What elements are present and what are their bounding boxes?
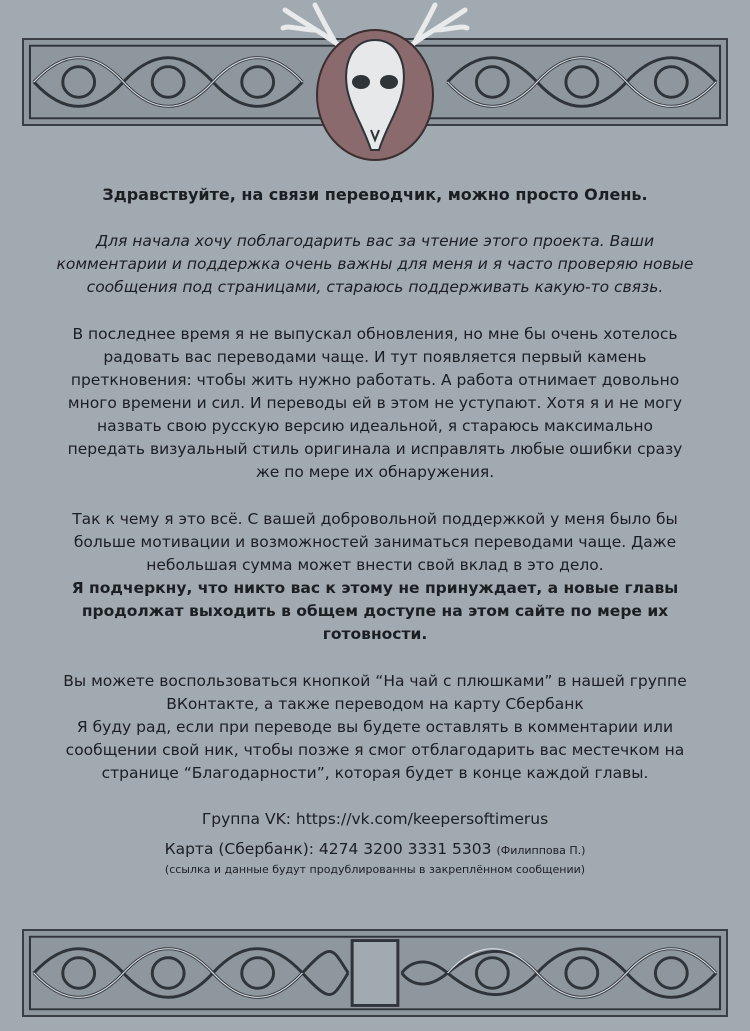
paragraph-line: ВКонтакте, а также переводом на карту Сбербанк <box>166 695 584 713</box>
support-paragraph <box>25 508 725 577</box>
intro-line: комментарии и поддержка очень важны для меня и я часто проверяю новые <box>56 255 694 273</box>
donation-paragraph <box>25 670 725 785</box>
paragraph-line: же по мере их обнаружения. <box>255 463 495 481</box>
card-note: (ссылка и данные будут продублированны в закреплённом сообщении) <box>164 863 586 876</box>
deer-skull-emblem-icon <box>275 0 475 165</box>
card-holder: (Филиппова П.) <box>496 844 586 857</box>
card-number: Карта (Сбербанк): 4274 3200 3331 5303 <box>164 840 492 858</box>
paragraph-line: Так к чему я это всё. С вашей добровольной поддержкой у меня было бы <box>72 510 678 528</box>
greeting-text: Здравствуйте, на связи переводчик, можно просто Олень. <box>102 185 648 204</box>
paragraph-line: радовать вас переводами чаще. И тут появляется первый камень <box>103 348 647 366</box>
message-content <box>25 184 725 877</box>
paragraph-line: Я буду рад, если при переводе вы будете оставлять в комментарии или <box>76 718 674 736</box>
no-obligation-note <box>25 577 725 646</box>
bold-line: продолжат выходить в общем доступе на этом сайте по мере их <box>81 602 669 620</box>
paragraph-line: назвать свою русскую версию идеальной, я стараюсь максимально <box>96 417 654 435</box>
celtic-knot-border-bottom <box>22 929 728 1017</box>
paragraph-line: много времени и сил. И переводы ей в этом не уступают. Хотя я и не могу <box>67 394 683 412</box>
bold-line: Я подчеркну, что никто вас к этому не принуждает, а новые главы <box>71 579 679 597</box>
paragraph-line: больше мотивации и возможностей заниматься переводами чаще. Даже <box>73 533 677 551</box>
paragraph-line: Вы можете воспользоваться кнопкой “На чай с плюшками” в нашей группе <box>63 672 687 690</box>
paragraph-line: небольшая сумма может внести свой вклад в это дело. <box>146 556 604 574</box>
intro-line: Для начала хочу поблагодарить вас за чтение этого проекта. Ваши <box>95 232 655 250</box>
paragraph-line: В последнее время я не выпускал обновления, но мне бы очень хотелось <box>72 325 678 343</box>
intro-paragraph <box>25 230 725 299</box>
vk-group-link[interactable]: Группа VK: https://vk.com/keepersoftimerus <box>201 810 549 828</box>
intro-line: сообщения под страницами, стараюсь поддерживать какую-то связь. <box>86 278 664 296</box>
paragraph-line: странице “Благодарности”, которая будет в конце каждой главы. <box>101 764 649 782</box>
bold-line: готовности. <box>322 625 428 643</box>
paragraph-line: сообщении свой ник, чтобы позже я смог отблагодарить вас местечком на <box>65 741 685 759</box>
work-paragraph <box>25 323 725 484</box>
paragraph-line: преткновения: чтобы жить нужно работать. А работа отнимает довольно <box>70 371 680 389</box>
knot-pattern-bottom <box>24 931 726 1015</box>
card-info <box>25 837 725 863</box>
paragraph-line: передать визуальный стиль оригинала и исправлять любые ошибки сразу <box>67 440 683 458</box>
